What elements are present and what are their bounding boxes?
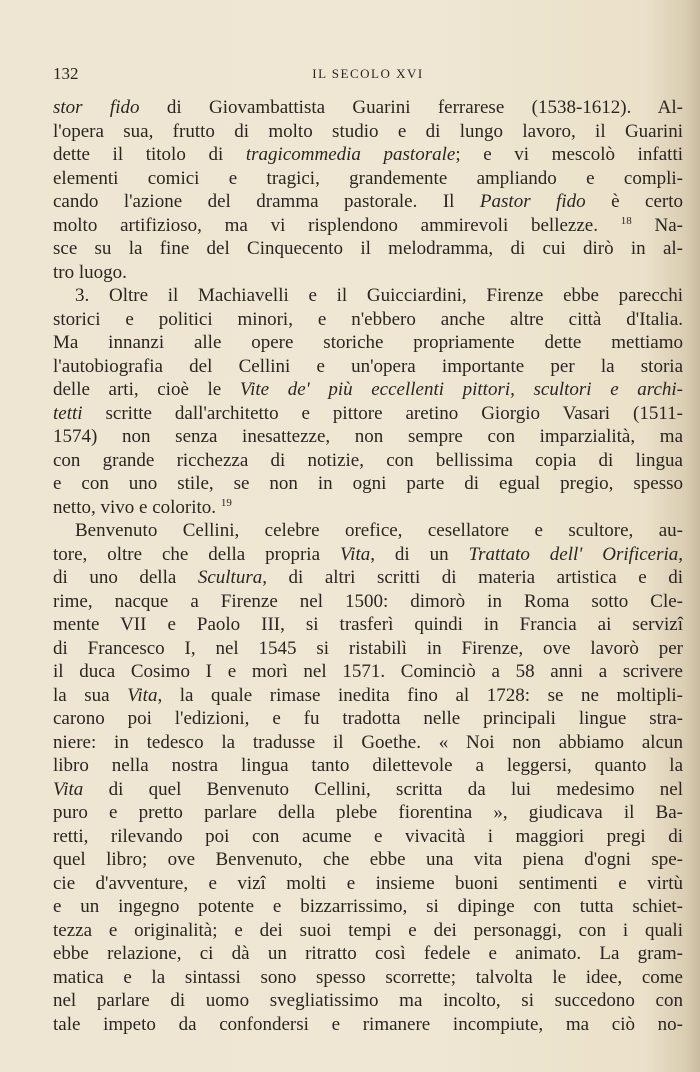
italic-text: Vita xyxy=(339,543,371,565)
text-segment: tro luogo. xyxy=(53,261,127,283)
text-line xyxy=(53,214,683,238)
text-segment: è certo xyxy=(585,191,684,212)
text-line xyxy=(53,96,683,120)
page-header xyxy=(53,64,683,88)
text-line xyxy=(53,754,683,778)
text-line xyxy=(53,989,683,1013)
text-line xyxy=(53,355,683,379)
text-segment: rime, nacque a Firenze nel 1500: dimorò in Roma sotto Cle- xyxy=(53,590,683,612)
text-segment: storici e politici minori, e n'ebbero anche altre città d'Italia. xyxy=(53,308,683,330)
text-line xyxy=(53,637,683,661)
text-line xyxy=(53,590,683,614)
italic-text: Scultura xyxy=(197,567,263,588)
text-segment: di Giovambattista Guarini ferrarese (1538-1612). Al- xyxy=(139,97,683,118)
footnote-ref: 18 xyxy=(620,214,632,227)
text-segment: , di un xyxy=(370,543,469,565)
text-segment: 1574) non senza inesattezze, non sempre con imparzialità, ma xyxy=(53,426,683,447)
text-segment: cando l'azione del dramma pastorale. Il xyxy=(53,191,480,212)
text-line xyxy=(53,778,683,802)
text-line xyxy=(53,825,683,849)
text-line xyxy=(53,472,683,496)
text-line xyxy=(53,308,683,332)
text-line xyxy=(53,167,683,191)
text-segment: puro e pretto parlare della plebe fiorentina », giudicava il Ba- xyxy=(53,802,683,823)
text-segment: l'opera sua, frutto di molto studio e di lungo lavoro, il Guarini xyxy=(53,120,683,142)
text-segment: matica e la sintassi sono spesso scorrette; talvolta le idee, come xyxy=(53,966,683,988)
text-segment: nel parlare di uomo svegliatissimo ma incolto, si succedono con xyxy=(53,990,683,1011)
text-segment: di Francesco I, nel 1545 si ristabilì in Firenze, ove lavorò per xyxy=(53,637,683,659)
italic-text: Vite de' più eccellenti pittori, scultori e archi- xyxy=(239,379,683,400)
text-segment: elementi comici e tragici, grandemente ampliando e compli- xyxy=(53,167,683,189)
text-line xyxy=(53,237,683,261)
text-line xyxy=(53,660,683,684)
text-segment: niere: in tedesco la tradusse il Goethe. « Noi non abbiamo alcun xyxy=(53,731,683,753)
page-number: 132 xyxy=(53,64,79,83)
text-segment: ebbe relazione, ci dà un ritratto così fedele e animato. La gram- xyxy=(53,943,683,964)
text-segment: di uno della xyxy=(53,567,198,588)
text-line xyxy=(53,1013,683,1037)
text-segment: l'autobiografia del Cellini e un'opera importante per la storia xyxy=(53,355,683,377)
text-segment: 3. Oltre il Machiavelli e il Guicciardini, Firenze ebbe parecchi xyxy=(75,285,683,306)
text-line xyxy=(53,613,683,637)
text-segment: e un ingegno potente e bizzarrissimo, si dipinge con tutta schiet- xyxy=(53,896,683,917)
text-line xyxy=(53,684,683,708)
text-segment: il duca Cosimo I e morì nel 1571. Cominciò a 58 anni a scrivere xyxy=(53,661,683,682)
text-segment: sce su la fine del Cinquecento il melodramma, di cui dirò in al- xyxy=(53,238,683,259)
text-segment: Ma innanzi alle opere storiche propriamente dette mettiamo xyxy=(53,332,683,353)
italic-text: Vita xyxy=(53,778,84,800)
text-line xyxy=(53,872,683,896)
italic-text: stor fido xyxy=(53,97,140,118)
text-line xyxy=(53,120,683,144)
text-segment: cie d'avventure, e vizî molti e insieme buoni sentimenti e virtù xyxy=(53,872,683,894)
italic-text: Pastor fido xyxy=(479,191,586,212)
text-line xyxy=(53,919,683,943)
text-line xyxy=(53,496,683,520)
text-segment: tore, oltre che della propria xyxy=(53,543,340,565)
text-segment: delle arti, cioè le xyxy=(53,379,240,400)
text-line xyxy=(53,966,683,990)
text-segment: con grande ricchezza di notizie, con bellissima copia di lingua xyxy=(53,449,683,471)
text-line xyxy=(53,566,683,590)
text-line xyxy=(53,543,683,567)
text-segment: Benvenuto Cellini, celebre orefice, cesellatore e scultore, au- xyxy=(75,520,683,541)
text-segment: Na- xyxy=(631,214,683,236)
text-line xyxy=(53,378,683,402)
text-segment: e con uno stile, se non in ogni parte di egual pregio, spesso xyxy=(53,473,683,494)
text-segment: , la quale rimase inedita fino al 1728: se ne moltipli- xyxy=(157,684,683,706)
text-segment: retti, rilevando poi con acume e vivacità i maggiori pregi di xyxy=(53,825,683,847)
italic-text: tetti xyxy=(53,402,83,424)
text-line xyxy=(53,449,683,473)
running-title: IL SECOLO XVI xyxy=(312,66,424,81)
text-segment: di quel Benvenuto Cellini, scritta da lui medesimo nel xyxy=(83,778,683,800)
footnote-ref: 19 xyxy=(220,496,232,509)
italic-text: tragicommedia pastorale xyxy=(245,144,456,165)
body-text xyxy=(53,96,683,1036)
text-segment: tale impeto da confondersi e rimanere incompiute, ma ciò no- xyxy=(53,1013,683,1035)
text-segment: mente VII e Paolo III, si trasferì quindi in Francia ai servizî xyxy=(53,614,683,635)
text-segment: molto artifizioso, ma vi risplendono ammirevoli bellezze. xyxy=(53,214,621,236)
text-line xyxy=(53,519,683,543)
text-line xyxy=(53,143,683,167)
text-line xyxy=(53,895,683,919)
text-segment: libro nella nostra lingua tanto dilettevole a leggersi, quanto la xyxy=(53,755,683,776)
text-line xyxy=(53,190,683,214)
text-segment: dette il titolo di xyxy=(53,144,246,165)
text-segment: , di altri scritti di materia artistica e di xyxy=(262,567,684,588)
text-line xyxy=(53,942,683,966)
text-segment: tezza e originalità; e dei suoi tempi e dei personaggi, con i quali xyxy=(53,919,683,941)
text-segment: , xyxy=(678,543,684,565)
text-segment: netto, vivo e colorito. xyxy=(53,496,221,518)
text-line xyxy=(53,261,683,285)
text-line xyxy=(53,801,683,825)
text-segment: carono poi l'edizioni, e fu tradotta nelle principali lingue stra- xyxy=(53,708,683,729)
text-segment: ; e vi mescolò infatti xyxy=(455,144,683,165)
text-segment: quel libro; ove Benvenuto, che ebbe una vita piena d'ogni spe- xyxy=(53,849,683,870)
italic-text: Trattato dell' Orificeria xyxy=(468,543,679,565)
text-line xyxy=(53,331,683,355)
italic-text: Vita xyxy=(127,684,158,706)
text-segment: scritte dall'architetto e pittore aretino Giorgio Vasari (1511- xyxy=(82,402,683,424)
text-segment: la sua xyxy=(53,684,128,706)
text-line xyxy=(53,848,683,872)
text-line xyxy=(53,284,683,308)
text-line xyxy=(53,425,683,449)
text-line xyxy=(53,402,683,426)
text-line xyxy=(53,707,683,731)
text-line xyxy=(53,731,683,755)
